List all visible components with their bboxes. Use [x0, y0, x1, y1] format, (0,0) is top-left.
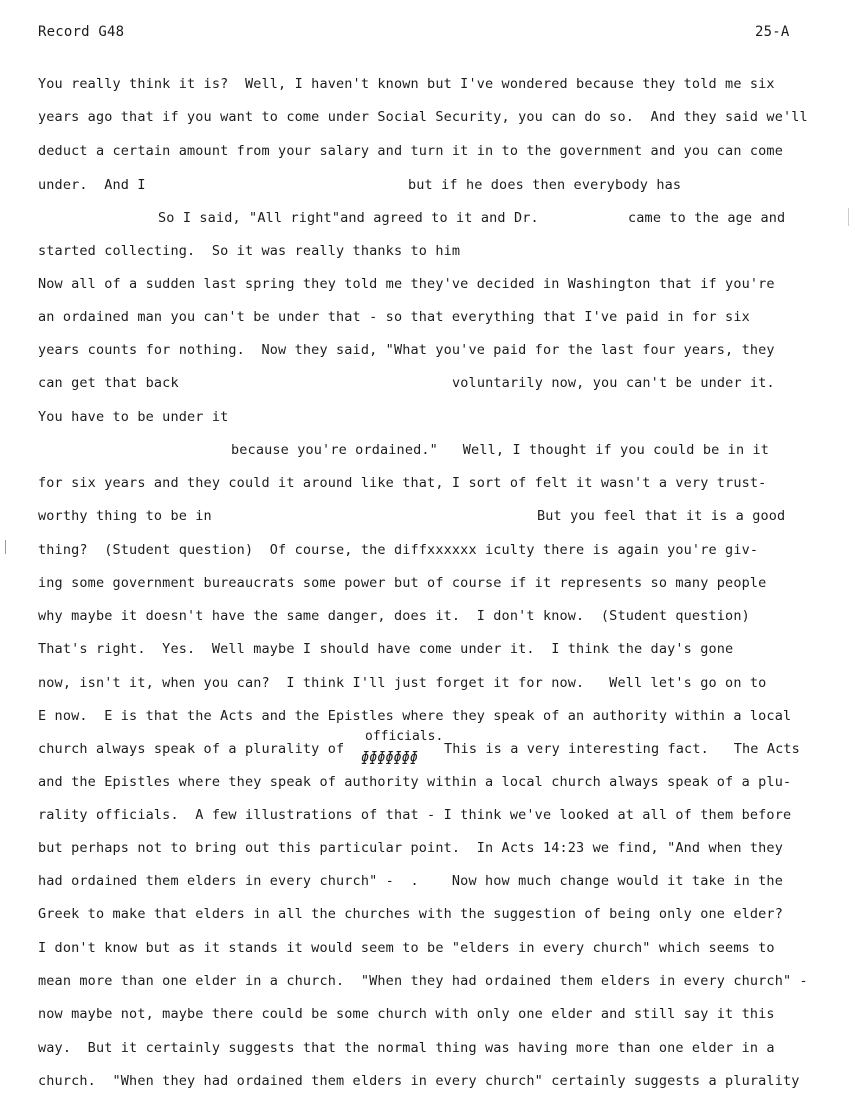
- overtyped-correction: officials.: [365, 729, 444, 744]
- text-segment: rality officials. A few illustrations of that - I think we've looked at all of them before: [38, 807, 792, 823]
- text-segment: That's right. Yes. Well maybe I should have come under it. I think the day's gone: [38, 641, 734, 657]
- text-segment: years ago that if you want to come under Social Security, you can do so. And they said we'll: [38, 109, 808, 125]
- text-segment: under. And I: [38, 177, 146, 193]
- text-segment: This is a very interesting fact. The Acts: [444, 741, 800, 757]
- text-segment: had ordained them elders in every church" - . Now how much change would it take in the: [38, 873, 783, 889]
- text-segment: years counts for nothing. Now they said, "What you've paid for the last four years, they: [38, 342, 775, 358]
- text-segment: church always speak of a plurality of: [38, 741, 345, 757]
- text-segment: You have to be under it: [38, 409, 229, 425]
- text-segment: came to the age and: [628, 210, 786, 226]
- struck-out-word: ɸɸɸɸɸɸɸ: [361, 749, 418, 765]
- text-segment: and the Epistles where they speak of authority within a local church always speak of a plu-: [38, 774, 792, 790]
- text-segment: Now all of a sudden last spring they told me they've decided in Washington that if you're: [38, 276, 775, 292]
- text-segment: deduct a certain amount from your salary and turn it in to the government and you can come: [38, 143, 783, 159]
- text-segment: voluntarily now, you can't be under it.: [452, 375, 775, 391]
- text-segment: way. But it certainly suggests that the normal thing was having more than one elder in a: [38, 1040, 775, 1056]
- text-segment: You really think it is? Well, I haven't known but I've wondered because they told me six: [38, 76, 775, 92]
- text-segment: But you feel that it is a good: [537, 508, 786, 524]
- text-segment: can get that back: [38, 375, 179, 391]
- margin-mark: [5, 540, 6, 554]
- text-segment: but perhaps not to bring out this particular point. In Acts 14:23 we find, "And when they: [38, 840, 783, 856]
- text-segment: Greek to make that elders in all the churches with the suggestion of being only one elder?: [38, 906, 783, 922]
- record-number: Record G48: [38, 24, 125, 40]
- page-number: 25-A: [755, 24, 790, 40]
- text-segment: mean more than one elder in a church. "When they had ordained them elders in every church" -: [38, 973, 808, 989]
- text-segment: now, isn't it, when you can? I think I'll just forget it for now. Well let's go on to: [38, 675, 767, 691]
- text-segment: because you're ordained." Well, I thought if you could be in it: [231, 442, 770, 458]
- text-segment: ing some government bureaucrats some power but of course if it represents so many people: [38, 575, 767, 591]
- text-segment: worthy thing to be in: [38, 508, 212, 524]
- text-segment: So I said, "All right"and agreed to it and Dr.: [158, 210, 539, 226]
- margin-mark: [848, 208, 849, 226]
- text-segment: started collecting. So it was really thanks to him: [38, 243, 461, 259]
- text-segment: now maybe not, maybe there could be some church with only one elder and still say it this: [38, 1006, 775, 1022]
- text-segment: I don't know but as it stands it would seem to be "elders in every church" which seems to: [38, 940, 775, 956]
- text-segment: why maybe it doesn't have the same danger, does it. I don't know. (Student question): [38, 608, 750, 624]
- text-segment: an ordained man you can't be under that - so that everything that I've paid in for six: [38, 309, 750, 325]
- text-segment: but if he does then everybody has: [408, 177, 682, 193]
- text-segment: E now. E is that the Acts and the Epistles where they speak of an authority within a local: [38, 708, 792, 724]
- text-segment: for six years and they could it around like that, I sort of felt it wasn't a very trust-: [38, 475, 767, 491]
- text-segment: church. "When they had ordained them elders in every church" certainly suggests a plurality: [38, 1073, 800, 1089]
- text-segment: thing? (Student question) Of course, the diffxxxxxx iculty there is again you're giv-: [38, 542, 759, 558]
